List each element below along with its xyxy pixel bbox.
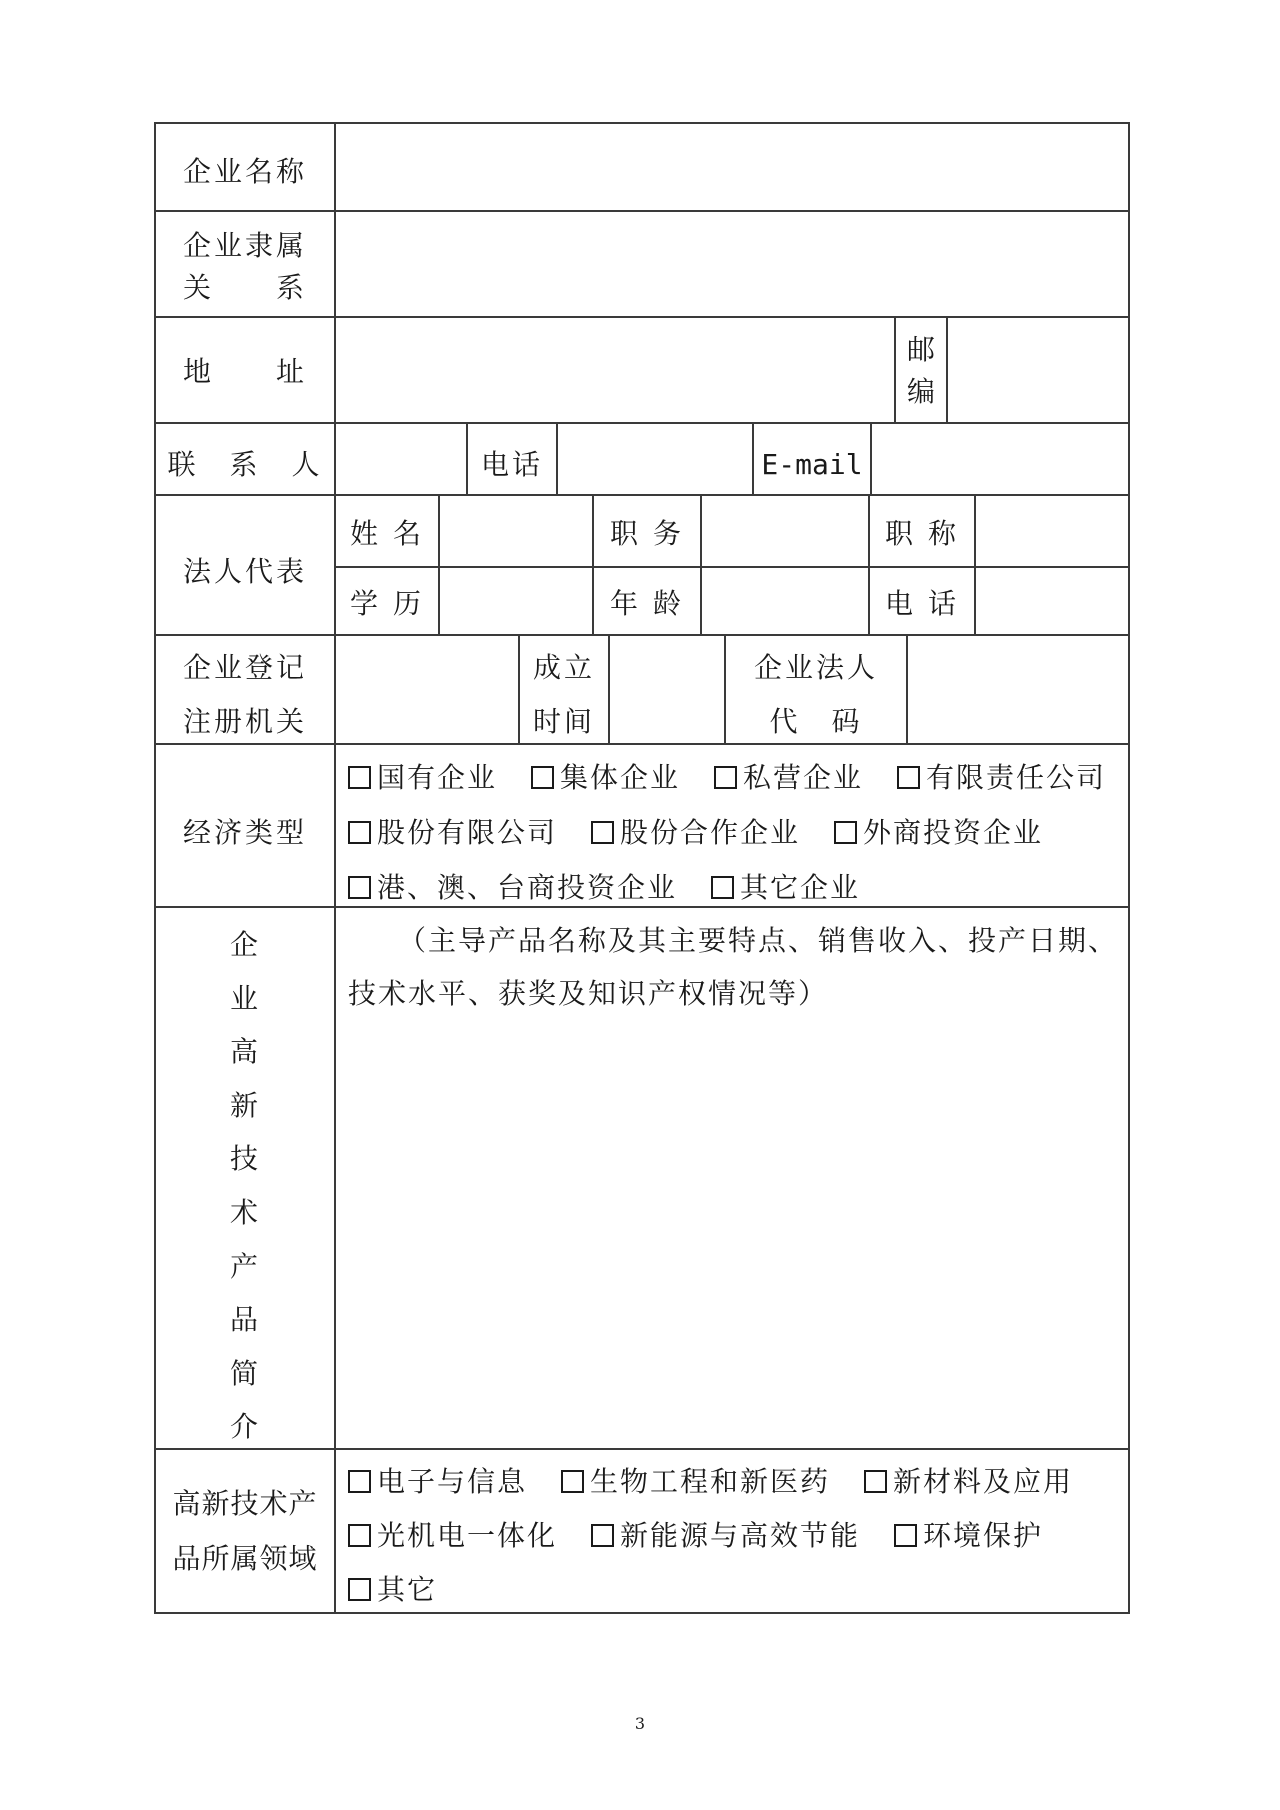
col-divider xyxy=(906,634,908,745)
checkbox-icon[interactable] xyxy=(894,1524,917,1547)
education-label: 学 历 xyxy=(350,587,424,620)
affiliation-label-line1: 企业隶属 xyxy=(182,229,307,262)
checkbox-icon[interactable] xyxy=(348,1524,371,1547)
economic-type-options-row2 xyxy=(348,817,1043,849)
intro-hint-line1: （主导产品名称及其主要特点、销售收入、投产日期、 xyxy=(398,924,1119,957)
col-divider xyxy=(700,494,702,636)
checkbox-icon[interactable] xyxy=(711,876,734,899)
intro-label-vertical: 企 业 高 新 技 术 产 品 简 介 xyxy=(229,928,258,1444)
checkbox-option[interactable]: 光机电一体化 xyxy=(348,1519,557,1552)
intro-text-area[interactable] xyxy=(338,1020,1126,1444)
col-divider xyxy=(946,316,948,424)
row-divider xyxy=(154,634,1130,636)
checkbox-option[interactable]: 集体企业 xyxy=(531,761,680,794)
affiliation-label-line2: 关 系 xyxy=(182,271,307,304)
economic-type-label: 经济类型 xyxy=(182,816,307,849)
table-border-bottom xyxy=(154,1612,1130,1614)
checkbox-option[interactable]: 外商投资企业 xyxy=(834,816,1043,849)
postcode-label-line1: 邮 xyxy=(906,333,935,366)
table-border-right xyxy=(1128,122,1130,1614)
col-divider xyxy=(870,422,872,496)
name-label: 姓 名 xyxy=(350,517,424,550)
economic-type-options-row3 xyxy=(348,872,860,904)
col-divider xyxy=(974,494,976,636)
intro-hint-line2: 技术水平、获奖及知识产权情况等） xyxy=(348,977,829,1010)
row-divider xyxy=(154,316,1130,318)
col-divider xyxy=(556,422,558,496)
checkbox-option[interactable]: 股份有限公司 xyxy=(348,816,557,849)
contact-label: 联 系 人 xyxy=(167,448,323,481)
checkbox-option[interactable]: 生物工程和新医药 xyxy=(561,1465,830,1498)
checkbox-icon[interactable] xyxy=(591,821,614,844)
rep-phone-label: 电 话 xyxy=(885,587,959,620)
checkbox-option[interactable]: 股份合作企业 xyxy=(591,816,800,849)
age-label: 年 龄 xyxy=(610,587,684,620)
email-label: E-mail xyxy=(761,448,863,481)
row-divider xyxy=(154,422,1130,424)
label-column-divider xyxy=(334,122,336,1614)
checkbox-option[interactable]: 港、澳、台商投资企业 xyxy=(348,871,677,904)
legal-code-label-line1: 企业法人 xyxy=(753,651,878,684)
checkbox-option[interactable]: 其它 xyxy=(348,1573,437,1606)
domain-options-row2 xyxy=(348,1520,1043,1552)
checkbox-icon[interactable] xyxy=(561,1470,584,1493)
established-label-line1: 成立 xyxy=(532,651,595,684)
checkbox-option[interactable]: 电子与信息 xyxy=(348,1465,527,1498)
checkbox-icon[interactable] xyxy=(348,876,371,899)
title-label: 职 称 xyxy=(885,517,959,550)
row-divider-inner xyxy=(334,566,1130,568)
postcode-label-line2: 编 xyxy=(906,375,935,408)
checkbox-option[interactable]: 环境保护 xyxy=(894,1519,1043,1552)
domain-label-line2: 品所属领域 xyxy=(172,1542,318,1575)
checkbox-option[interactable]: 新材料及应用 xyxy=(864,1465,1073,1498)
checkbox-option[interactable]: 私营企业 xyxy=(714,761,863,794)
position-label: 职 务 xyxy=(610,517,684,550)
checkbox-icon[interactable] xyxy=(864,1470,887,1493)
checkbox-icon[interactable] xyxy=(348,1578,371,1601)
checkbox-icon[interactable] xyxy=(531,766,554,789)
page-number: 3 xyxy=(634,1714,646,1733)
checkbox-icon[interactable] xyxy=(348,821,371,844)
checkbox-icon[interactable] xyxy=(348,766,371,789)
economic-type-options-row1 xyxy=(348,762,1106,794)
checkbox-icon[interactable] xyxy=(591,1524,614,1547)
address-label: 地 址 xyxy=(182,355,307,388)
reg-authority-label-line1: 企业登记 xyxy=(182,651,307,684)
phone-label: 电话 xyxy=(480,448,543,481)
domain-options-row3 xyxy=(348,1574,437,1606)
checkbox-icon[interactable] xyxy=(714,766,737,789)
row-divider xyxy=(154,906,1130,908)
col-divider xyxy=(608,634,610,745)
table-border-top xyxy=(154,122,1130,124)
legal-rep-label: 法人代表 xyxy=(182,555,307,588)
checkbox-option[interactable]: 国有企业 xyxy=(348,761,497,794)
reg-authority-label-line2: 注册机关 xyxy=(182,705,307,738)
company-name-label: 企业名称 xyxy=(182,155,307,188)
checkbox-icon[interactable] xyxy=(897,766,920,789)
domain-label-line1: 高新技术产 xyxy=(172,1487,318,1520)
domain-options-row1 xyxy=(348,1466,1073,1498)
checkbox-icon[interactable] xyxy=(348,1470,371,1493)
checkbox-icon[interactable] xyxy=(834,821,857,844)
row-divider xyxy=(154,494,1130,496)
checkbox-option[interactable]: 其它企业 xyxy=(711,871,860,904)
row-divider xyxy=(154,743,1130,745)
established-label-line2: 时间 xyxy=(532,705,595,738)
legal-code-label-line2: 代 码 xyxy=(769,705,863,738)
col-divider xyxy=(438,494,440,636)
checkbox-option[interactable]: 有限责任公司 xyxy=(897,761,1106,794)
checkbox-option[interactable]: 新能源与高效节能 xyxy=(591,1519,860,1552)
row-divider xyxy=(154,210,1130,212)
